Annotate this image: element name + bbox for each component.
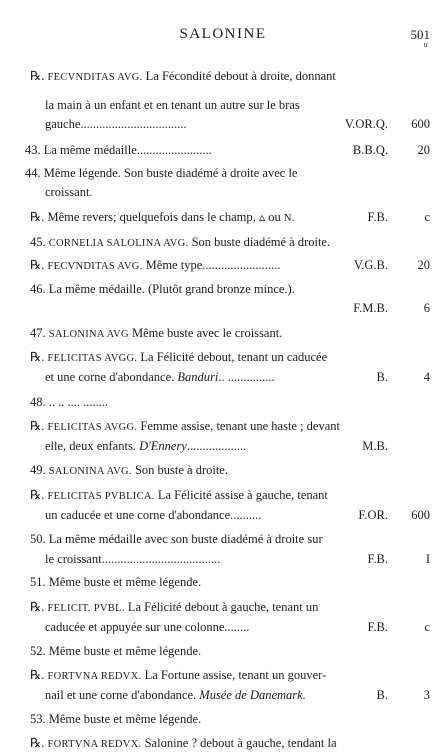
line-text [45, 506, 261, 524]
text-segment: nail et une corne d'abondance. [45, 688, 200, 702]
text-segment: ................... [186, 439, 247, 453]
text-segment: elle, deux enfants. [45, 439, 140, 453]
page-number: 501 [410, 27, 430, 42]
catalogue-line [0, 417, 446, 435]
catalogue-line [0, 642, 446, 660]
catalogue-line [0, 348, 446, 366]
coin-legend: N. [283, 213, 295, 224]
line-text [25, 164, 297, 182]
line-text [45, 618, 249, 636]
price-value: I [425, 552, 430, 566]
text-segment: caducée et appuyée sur une colonne........ [45, 620, 250, 634]
metal-module-rarity: B. [376, 688, 388, 702]
line-text [30, 461, 228, 481]
text-segment: la main à un enfant et en tenant un autre sur le bras [45, 98, 300, 112]
line-text [30, 233, 330, 253]
catalogue-line [0, 324, 446, 342]
text-segment: 44. Même légende. Son buste diadémé à droite avec le [25, 166, 298, 180]
metal-module-rarity: B.B.Q. [352, 143, 388, 157]
text-segment: La Félicité assise à gauche, tenant [154, 488, 328, 502]
text-segment: La Fortune assise, tenant un gouver- [141, 668, 327, 682]
coin-legend: FELICITAS AVGG. [47, 353, 138, 364]
catalogue-line [0, 506, 446, 524]
text-segment: ℞. [30, 258, 48, 272]
catalogue-line [0, 461, 446, 479]
printer-mark: tr [423, 41, 428, 49]
metal-module-rarity: F.OR. [358, 508, 388, 522]
catalogue-line [0, 233, 446, 251]
line-text [30, 598, 318, 618]
text-segment: gauche.................................. [45, 117, 187, 131]
coin-legend: FECVNDITAS AVG. [47, 261, 143, 272]
metal-module-rarity: V.OR.Q. [344, 117, 388, 131]
line-text [30, 666, 326, 686]
line-text [45, 368, 275, 386]
price-value: c [424, 210, 430, 224]
coin-legend: FELICITAS PVBLICA. [47, 491, 155, 502]
text-segment: ℞. [30, 350, 48, 364]
text-segment: ℞. Même revers; quelquefois dans le champ, ▵ ou [30, 210, 284, 224]
text-segment: 52. Même buste et même légende. [30, 644, 202, 658]
coin-legend: FORTVNA REDVX. [47, 671, 142, 682]
catalogue-line [0, 686, 446, 704]
text-segment: 50. La même médaille avec son buste diadémé à droite sur [30, 532, 323, 546]
line-text [30, 256, 280, 276]
text-segment: Même buste avec le croissant. [128, 326, 283, 340]
line-text [30, 642, 201, 660]
catalogue-line [0, 299, 446, 317]
catalogue-line [0, 141, 446, 159]
line-text [30, 348, 327, 368]
running-header [0, 26, 446, 49]
text-segment: 43. La même médaille........................ [25, 143, 212, 157]
line-text [25, 141, 212, 159]
price-value: 20 [417, 258, 430, 272]
text-segment: le croissant...................................... [45, 552, 221, 566]
metal-module-rarity: F.B. [367, 210, 388, 224]
source-reference: Banduri [177, 370, 219, 384]
catalogue-line [0, 437, 446, 455]
catalogue-line [0, 115, 446, 133]
line-text [30, 280, 295, 298]
catalogue-line [0, 598, 446, 616]
coin-legend: SALONINA AVG. [48, 466, 132, 477]
text-segment: 46. La même médaille. (Plutôt grand bronze mince.). [30, 282, 295, 296]
price-value: 600 [411, 117, 430, 131]
text-segment: un caducée et une corne d'abondance.......... [45, 508, 262, 522]
line-text [30, 573, 201, 591]
catalogue-line [0, 164, 446, 182]
catalogue-line [0, 710, 446, 728]
coin-legend: FORTVNA REDVX. [47, 739, 142, 750]
text-segment: .. ............... [218, 370, 275, 384]
text-segment: Son buste à droite. [131, 463, 228, 477]
price-value: 6 [423, 301, 430, 315]
price-value: 4 [423, 370, 430, 384]
catalogue-line [0, 67, 446, 85]
price-value: 20 [417, 143, 430, 157]
text-segment: et une corne d'abondance. [45, 370, 178, 384]
text-segment: ℞. [30, 600, 48, 614]
metal-module-rarity: F.M.B. [353, 301, 388, 315]
text-segment: ℞. [30, 488, 48, 502]
price-value: c [424, 620, 430, 634]
text-segment: La Félicité debout à gauche, tenant un [124, 600, 319, 614]
catalogue-line [0, 256, 446, 274]
text-segment: ℞. [30, 419, 48, 433]
coin-legend: FELICIT. PVBL. [47, 603, 125, 614]
text-segment: Son buste diadémé à droite. [188, 235, 331, 249]
coin-legend: CORNELIA SALOLINA AVG. [48, 238, 189, 249]
catalogue-line [0, 486, 446, 504]
price-value: 600 [411, 508, 430, 522]
line-text [45, 550, 220, 568]
line-text [30, 710, 201, 728]
catalogue-line [0, 96, 446, 114]
catalogue-line [0, 734, 446, 752]
catalogue-line [0, 183, 446, 201]
text-segment: Salonine ? debout à gauche, tendant la [141, 736, 337, 750]
price-value: 3 [423, 688, 430, 702]
text-segment: ℞. [30, 736, 48, 750]
text-segment: 49. [30, 463, 49, 477]
source-reference: Musée de Danemark. [199, 688, 306, 702]
catalogue-line [0, 618, 446, 636]
line-text [30, 67, 336, 87]
line-text [30, 486, 328, 506]
line-text [30, 208, 295, 228]
coin-legend: FELICITAS AVGG. [47, 422, 138, 433]
line-text [30, 393, 108, 411]
text-segment: ℞. [30, 69, 48, 83]
metal-module-rarity: F.B. [367, 552, 388, 566]
coin-legend: FECVNDITAS AVG. [47, 72, 143, 83]
text-segment: La Fécondité debout à droite, donnant [142, 69, 336, 83]
line-text [45, 96, 300, 114]
line-text [45, 115, 187, 133]
catalogue-line [0, 280, 446, 298]
coin-legend: SALONINA AVG [48, 329, 129, 340]
text-segment: ℞. [30, 668, 48, 682]
line-text [45, 437, 246, 455]
catalogue-line [0, 550, 446, 568]
text-segment: La Félicité debout, tenant un caducée [137, 350, 328, 364]
text-segment: croissant. [45, 185, 93, 199]
line-text [45, 686, 306, 704]
text-segment: 53. Même buste et même légende. [30, 712, 202, 726]
line-text [45, 183, 93, 201]
text-segment: 48. .. .. .... ........ [30, 395, 109, 409]
catalogue-line [0, 368, 446, 386]
text-segment: 47. [30, 326, 49, 340]
metal-module-rarity: F.B. [367, 620, 388, 634]
text-segment: 51. Même buste et même légende. [30, 575, 202, 589]
metal-module-rarity: V.G.B. [353, 258, 388, 272]
line-text [30, 734, 337, 754]
catalogue-line [0, 666, 446, 684]
text-segment: 45. [30, 235, 49, 249]
line-text [30, 417, 340, 437]
catalogue-line [0, 393, 446, 411]
text-segment: Femme assise, tenant une haste ; devant [137, 419, 341, 433]
page-title: SALONINE [179, 26, 267, 42]
metal-module-rarity: B. [376, 370, 388, 384]
line-text [30, 530, 323, 548]
catalogue-line [0, 530, 446, 548]
metal-module-rarity: M.B. [362, 439, 388, 453]
source-reference: D'Ennery [139, 439, 187, 453]
catalogue-line [0, 573, 446, 591]
line-text [30, 324, 282, 344]
text-segment: Même type......................... [142, 258, 281, 272]
catalogue-line [0, 208, 446, 226]
